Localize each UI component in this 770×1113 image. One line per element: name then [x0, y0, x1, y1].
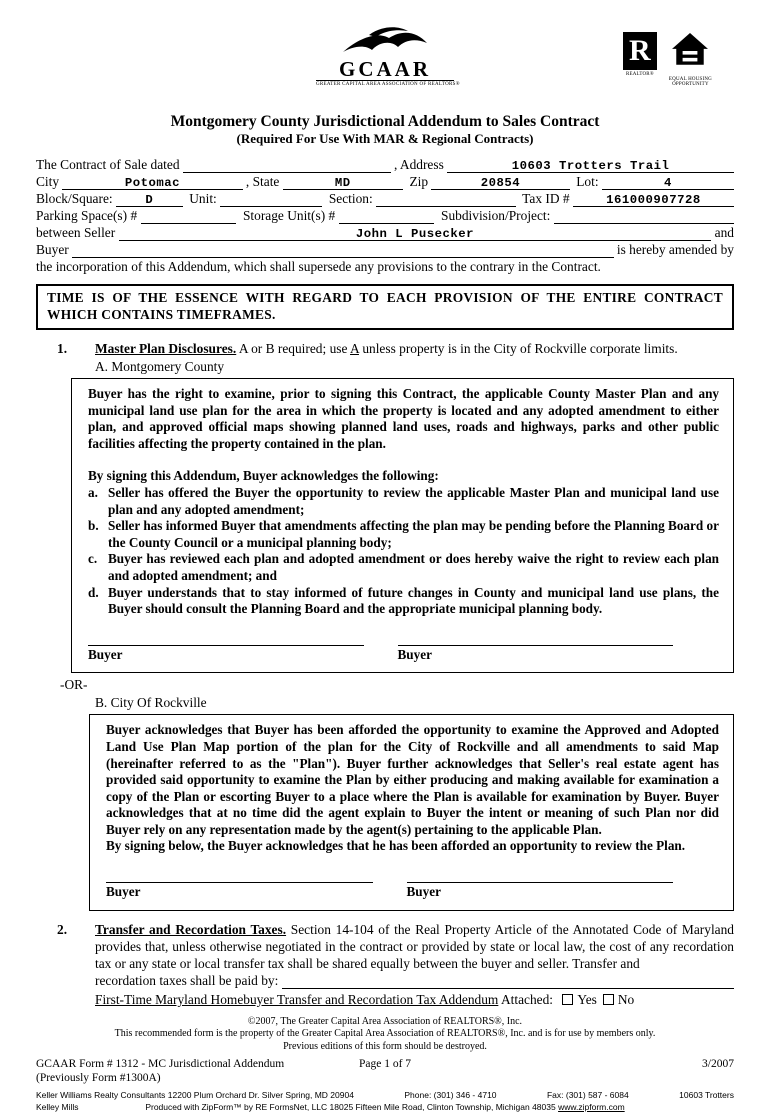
label-block-square: Block/Square:: [36, 191, 116, 206]
disclosure-item-d: [88, 585, 719, 618]
label-city: City: [36, 174, 63, 189]
intro-line-5: [36, 224, 734, 241]
equal-housing-house-icon: [671, 32, 709, 70]
box-a-paragraph-1: Buyer has the right to examine, prior to signing this Contract, the applicable County Master Plan and any municipal land use plan for the area in which the property is located and any adopted amendment to either plan, and approved official maps showing planned land uses, roads and highways, parks and other public facilities affecting the property contained in the plan.: [88, 386, 719, 451]
section-field[interactable]: [376, 190, 516, 207]
section-2-paragraph: Transfer and Recordation Taxes. Section 14-104 of the Real Property Article of the Annotated Code of Maryland provides that, unless otherwise negotiated in the contract or provided by state or local law, the cost of any recordation tax or any state or local transfer tax shall be shared equally between the buyer and seller. Transfer and: [95, 921, 734, 971]
gcaar-logo: [316, 24, 460, 87]
page-subtitle: (Required For Use With MAR & Regional Contracts): [236, 131, 534, 146]
label-and: and: [711, 225, 734, 240]
yes-checkbox[interactable]: [562, 994, 573, 1005]
addendum-title: First-Time Maryland Homebuyer Transfer and Recordation Tax Addendum: [95, 991, 499, 1007]
buyer-signature-label-2: Buyer: [397, 646, 432, 662]
tax-id-field[interactable]: 161000907728: [573, 190, 734, 207]
buyer-signature-label-3: Buyer: [106, 884, 141, 900]
equal-housing-label-2: OPPORTUNITY: [672, 82, 709, 87]
label-address: , Address: [390, 157, 448, 172]
box-b-signature-row: [106, 872, 719, 901]
section-1-number: 1.: [57, 341, 68, 356]
item-text: Seller has offered the Buyer the opportunity to review the applicable Master Plan and municipal land use plan and any adopted amendment;: [108, 484, 719, 517]
yes-label: Yes: [577, 991, 597, 1007]
form-number: GCAAR Form # 1312 - MC Jurisdictional Addendum: [36, 1058, 285, 1071]
paid-by-field[interactable]: [282, 972, 734, 989]
box-a-paragraph-2: By signing this Addendum, Buyer acknowledges the following:: [88, 468, 439, 484]
section-2-number: 2.: [57, 921, 68, 937]
label-subdivision: Subdivision/Project:: [434, 208, 554, 223]
item-letter: c.: [88, 551, 98, 567]
label-unit: Unit:: [182, 191, 221, 206]
label-paid-by: recordation taxes shall be paid by:: [95, 972, 282, 988]
document-header: [36, 24, 734, 112]
label-amended-by: is hereby amended by: [613, 242, 734, 257]
attached-label: Attached:: [498, 991, 557, 1007]
item-letter: a.: [88, 484, 98, 500]
storage-unit-field[interactable]: [339, 207, 435, 224]
address-field[interactable]: 10603 Trotters Trail: [447, 156, 734, 173]
label-section: Section:: [322, 191, 377, 206]
item-text: Buyer has reviewed each plan and adopted amendment or does hereby waive the right to review each plan and adopted amendment; and: [108, 551, 719, 583]
option-b-label: B. City Of Rockville: [95, 695, 207, 711]
brokerage-info-row: [36, 1090, 734, 1101]
item-text: Seller has informed Buyer that amendments affecting the plan may be pending before the Planning Board or the County Council or a municipal planning body;: [108, 518, 719, 550]
item-letter: b.: [88, 518, 99, 534]
lot-field[interactable]: 4: [602, 173, 734, 190]
paid-by-line: [95, 972, 734, 989]
state-field[interactable]: MD: [283, 173, 403, 190]
fax-number: Fax: (301) 587 - 6084: [546, 1090, 629, 1101]
box-a-signature-row: [88, 635, 719, 664]
disclosure-item-b: [88, 518, 719, 551]
intro-line-4: [36, 207, 734, 224]
realtor-label: REALTOR®: [625, 72, 654, 77]
intro-line-1: [36, 156, 734, 173]
buyer-field[interactable]: [72, 241, 613, 258]
page-indicator: Page 1 of 7: [358, 1058, 412, 1071]
date-field[interactable]: [183, 156, 391, 173]
label-tax-id: Tax ID #: [515, 191, 573, 206]
parking-space-field[interactable]: [141, 207, 237, 224]
item-letter: d.: [88, 584, 99, 600]
disclosure-item-c: [88, 551, 719, 584]
label-lot: Lot:: [569, 174, 602, 189]
or-separator: -OR-: [60, 677, 88, 693]
montgomery-county-disclosure-box: [71, 378, 734, 673]
label-between-seller: between Seller: [36, 225, 119, 240]
buyer-signature-line-2[interactable]: [398, 635, 674, 646]
buyer-signature-line-1[interactable]: [88, 635, 364, 646]
gcaar-wordmark: GCAAR: [339, 57, 431, 81]
zip-field[interactable]: 20854: [431, 173, 569, 190]
brokerage-line: Keller Williams Realty Consultants 12200 Plum Orchard Dr. Silver Spring, MD 20904: [36, 1090, 354, 1101]
intro-line-2: [36, 173, 734, 190]
label-buyer: Buyer: [36, 242, 73, 257]
produced-row: [36, 1102, 734, 1113]
box-b-paragraph-1: Buyer acknowledges that Buyer has been afforded the opportunity to examine the Approved and Adopted Land Use Plan Map portion of the plan for the City of Rockville and all amendments to said Map (hereinafter referred to as the "Plan"). Buyer further acknowledges that Seller's real estate agent has provided said opportunity to examine the Plan by either producing and making available for examination a copy of the Plan or escorting Buyer to a place where the Plan is available for examination by Buyer. Buyer acknowledges that at no time did the agent explain to Buyer the intent or meaning of such Plan nor did Buyer rely on any representation made by the agent(s) pertaining to the applicable Plan.: [106, 722, 719, 837]
buyer-signature-line-4[interactable]: [407, 872, 674, 883]
previous-form-number: (Previously Form #1300A): [36, 1072, 161, 1085]
realtor-logo: [623, 32, 657, 77]
section-1-heading-text: Master Plan Disclosures. A or B required; use A unless property is in the City of Rockville corporate limits.: [95, 341, 678, 356]
subdivision-field[interactable]: [554, 207, 734, 224]
gcaar-eagle-icon: [339, 24, 431, 54]
buyer-signature-label-1: Buyer: [88, 646, 123, 662]
label-state: , State: [242, 174, 283, 189]
page-title: Montgomery County Jurisdictional Addendum to Sales Contract: [170, 113, 600, 130]
no-label: No: [617, 991, 635, 1007]
section-1-heading: [36, 340, 734, 357]
unit-field[interactable]: [220, 190, 322, 207]
contract-identification-block: [36, 156, 734, 275]
zipform-link[interactable]: www.zipform.com: [558, 1102, 625, 1113]
box-b-paragraph-2: By signing below, the Buyer acknowledges that he has been afforded an opportunity to review the Plan.: [106, 838, 686, 854]
label-storage-unit: Storage Unit(s) #: [236, 208, 339, 223]
buyer-signature-line-3[interactable]: [106, 872, 373, 883]
time-essence-notice: TIME IS OF THE ESSENCE WITH REGARD TO EACH PROVISION OF THE ENTIRE CONTRACT WHICH CONTAINS TIMEFRAMES.: [36, 284, 734, 330]
phone-number: Phone: (301) 346 - 4710: [404, 1090, 497, 1101]
form-date: 3/2007: [702, 1058, 734, 1071]
addendum-attachment-line: [95, 991, 734, 1008]
label-contract-dated: The Contract of Sale dated: [36, 157, 183, 172]
block-square-field[interactable]: D: [116, 190, 183, 207]
realtor-r-icon: R: [623, 32, 657, 70]
seller-field[interactable]: John L Pusecker: [119, 224, 712, 241]
destroy-line: Previous editions of this form should be destroyed.: [283, 1040, 487, 1052]
label-parking-space: Parking Space(s) #: [36, 208, 141, 223]
rockville-disclosure-box: [89, 714, 734, 910]
agent-name: Kelley Mills: [36, 1102, 79, 1113]
option-a-label: A. Montgomery County: [95, 359, 225, 374]
label-zip: Zip: [402, 174, 432, 189]
item-text: Buyer understands that to stay informed of future changes in County and municipal land use plans, the Buyer should consult the Planning Board and the appropriate municipal planning body.: [108, 584, 719, 617]
intro-line-6: [36, 241, 734, 258]
gcaar-tagline: GREATER CAPITAL AREA ASSOCIATION OF REALTORS®: [316, 82, 460, 87]
equal-housing-label-1: EQUAL HOUSING: [668, 77, 712, 82]
produced-line: Produced with ZipForm™ by RE FormsNet, LLC 18025 Fifteen Mile Road, Clinton Township, Michigan 48035: [145, 1102, 559, 1113]
city-field[interactable]: Potomac: [62, 173, 242, 190]
property-line: This recommended form is the property of the Greater Capital Area Association of REALTORS®, Inc. and is for use by members only.: [114, 1028, 656, 1040]
form-identification-row: [36, 1057, 734, 1071]
footer-copyright-block: [36, 1016, 734, 1054]
intro-line-7: the incorporation of this Addendum, which shall supersede any provisions to the contrary in the Contract.: [36, 259, 601, 274]
copyright-line: ©2007, The Greater Capital Area Association of REALTORS®, Inc.: [247, 1015, 523, 1027]
section-2: [36, 921, 734, 1008]
disclosure-item-a: [88, 485, 719, 518]
buyer-signature-label-4: Buyer: [406, 884, 441, 900]
intro-line-3: [36, 190, 734, 207]
no-checkbox[interactable]: [603, 994, 614, 1005]
equal-housing-logo: [669, 32, 712, 87]
file-reference: 10603 Trotters: [679, 1090, 734, 1101]
